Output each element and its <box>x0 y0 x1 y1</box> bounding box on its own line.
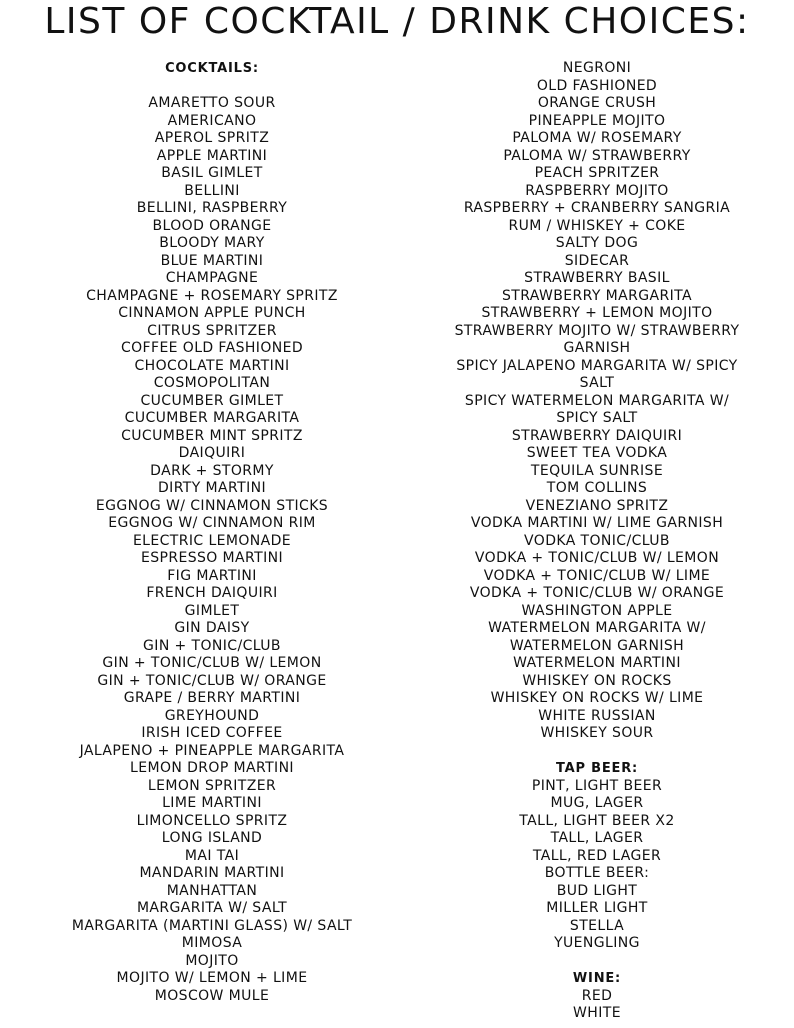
list-item: VENEZIANO SPRITZ <box>525 497 669 514</box>
list-item: CHAMPAGNE <box>165 270 259 286</box>
list-item: WHISKEY ON ROCKS W/ LIME <box>490 690 704 706</box>
list-item: VODKA MARTINI W/ LIME GARNISH <box>470 515 724 531</box>
wine-heading: WINE: <box>572 971 622 986</box>
list-item: STRAWBERRY BASIL <box>524 270 670 286</box>
list-item: AMERICANO <box>167 112 257 129</box>
list-item: NEGRONI <box>562 60 632 76</box>
list-item: GARNISH <box>563 340 631 356</box>
list-item: BELLINI, RASPBERRY <box>136 200 288 216</box>
list-item: CUCUMBER MARGARITA <box>124 410 300 426</box>
list-item: CHAMPAGNE + ROSEMARY SPRITZ <box>86 287 338 304</box>
wine-list <box>408 988 786 1023</box>
list-item: GRAPE / BERRY MARTINI <box>123 690 301 706</box>
list-item: CUCUMBER GIMLET <box>140 392 284 409</box>
list-item: WATERMELON MARGARITA W/ <box>488 620 706 636</box>
right-column <box>408 60 786 1023</box>
list-item: LIMONCELLO SPRITZ <box>136 812 288 829</box>
list-item: VODKA + TONIC/CLUB W/ ORANGE <box>469 585 725 601</box>
list-item: BASIL GIMLET <box>161 165 263 181</box>
list-item: BELLINI <box>184 182 240 199</box>
list-item: MOJITO W/ LEMON + LIME <box>116 970 308 986</box>
list-item: TALL, RED LAGER <box>532 847 662 864</box>
list-item: WHITE RUSSIAN <box>538 707 656 724</box>
list-item: MILLER LIGHT <box>546 900 648 916</box>
list-item: RED <box>581 987 613 1004</box>
list-item: LIME MARTINI <box>162 795 262 811</box>
list-item: DIRTY MARTINI <box>157 480 267 496</box>
list-item: SALT <box>579 375 615 391</box>
list-item: OLD FASHIONED <box>536 77 658 94</box>
list-item: MUG, LAGER <box>550 795 644 811</box>
list-item: PALOMA W/ STRAWBERRY <box>503 147 691 164</box>
list-item: FIG MARTINI <box>167 567 257 584</box>
list-item: FRENCH DAIQUIRI <box>146 585 278 601</box>
list-item: ORANGE CRUSH <box>537 95 657 111</box>
list-item: BUD LIGHT <box>556 882 638 899</box>
list-item: VODKA + TONIC/CLUB W/ LEMON <box>474 550 720 566</box>
list-item: IRISH ICED COFFEE <box>141 725 283 741</box>
list-item: COSMOPOLITAN <box>153 375 271 391</box>
list-item: VODKA TONIC/CLUB <box>524 532 670 549</box>
list-item: DAIQUIRI <box>178 445 246 461</box>
list-item: LEMON DROP MARTINI <box>130 760 294 776</box>
list-item: YUENGLING <box>554 935 640 951</box>
list-item: BOTTLE BEER: <box>544 865 650 881</box>
list-item: PINEAPPLE MOJITO <box>528 112 666 129</box>
list-item: WATERMELON GARNISH <box>509 637 685 654</box>
list-item: SALTY DOG <box>555 235 639 251</box>
list-item: STRAWBERRY DAIQUIRI <box>511 427 683 444</box>
list-item: RASPBERRY + CRANBERRY SANGRIA <box>463 200 731 216</box>
list-item: DARK + STORMY <box>150 462 274 479</box>
list-item: CHOCOLATE MARTINI <box>134 357 290 374</box>
list-item: CUCUMBER MINT SPRITZ <box>121 427 303 444</box>
list-item: EGGNOG W/ CINNAMON STICKS <box>95 497 329 514</box>
list-item: BLOODY MARY <box>159 235 265 251</box>
list-item: BLUE MARTINI <box>160 252 264 269</box>
list-item: WATERMELON MARTINI <box>513 655 681 671</box>
list-item: MIMOSA <box>181 935 243 951</box>
list-item: VODKA + TONIC/CLUB W/ LIME <box>483 567 711 584</box>
list-item: MARGARITA W/ SALT <box>136 900 288 916</box>
list-item: TALL, LAGER <box>550 830 644 846</box>
spacer <box>16 78 408 96</box>
list-item: LEMON SPRITZER <box>147 777 277 794</box>
list-item: MANHATTAN <box>166 882 258 899</box>
list-item: MARGARITA (MARTINI GLASS) W/ SALT <box>71 917 353 934</box>
list-item: STRAWBERRY MARGARITA <box>502 287 692 304</box>
list-item: GIN + TONIC/CLUB W/ LEMON <box>102 655 322 671</box>
list-item: COFFEE OLD FASHIONED <box>120 340 304 356</box>
list-item: GIN DAISY <box>174 620 250 636</box>
list-item: MOJITO <box>185 952 239 969</box>
list-item: STELLA <box>569 917 625 934</box>
list-item: GIMLET <box>184 602 240 619</box>
list-item: APEROL SPRITZ <box>154 130 270 146</box>
list-item: RUM / WHISKEY + COKE <box>508 217 686 234</box>
list-item: WASHINGTON APPLE <box>521 602 673 619</box>
list-item: ELECTRIC LEMONADE <box>132 532 292 549</box>
list-item: RASPBERRY MOJITO <box>525 182 669 199</box>
list-item: AMARETTO SOUR <box>148 95 276 111</box>
tap-beer-heading: TAP BEER: <box>555 761 639 776</box>
list-item: STRAWBERRY MOJITO W/ STRAWBERRY <box>454 322 740 339</box>
list-item: APPLE MARTINI <box>156 147 268 164</box>
list-item: GIN + TONIC/CLUB <box>143 637 281 654</box>
list-item: EGGNOG W/ CINNAMON RIM <box>108 515 316 531</box>
list-item: ESPRESSO MARTINI <box>140 550 284 566</box>
list-item: CITRUS SPRITZER <box>147 322 277 339</box>
list-item: JALAPENO + PINEAPPLE MARGARITA <box>79 742 345 759</box>
list-item: WHISKEY ON ROCKS <box>522 672 672 689</box>
list-item: TEQUILA SUNRISE <box>530 462 664 479</box>
list-item: TOM COLLINS <box>546 480 648 496</box>
list-item: MANDARIN MARTINI <box>139 865 285 881</box>
list-item: WHISKEY SOUR <box>540 725 654 741</box>
list-item: MOSCOW MULE <box>154 987 270 1004</box>
list-item: PEACH SPRITZER <box>534 165 660 181</box>
list-item: GREYHOUND <box>164 707 260 724</box>
list-item: SWEET TEA VODKA <box>526 445 668 461</box>
list-item: CINNAMON APPLE PUNCH <box>118 305 306 321</box>
cocktails-heading: COCKTAILS: <box>165 61 259 76</box>
list-item: MAI TAI <box>184 847 240 864</box>
list-item: SPICY WATERMELON MARGARITA W/ <box>464 392 730 409</box>
list-item: LONG ISLAND <box>161 830 263 846</box>
list-item: BLOOD ORANGE <box>152 217 272 234</box>
left-column <box>16 60 408 1005</box>
list-item: SPICY JALAPENO MARGARITA W/ SPICY <box>456 357 738 374</box>
list-item: WHITE <box>573 1005 621 1021</box>
list-item: SIDECAR <box>564 252 630 269</box>
list-item: PINT, LIGHT BEER <box>531 777 663 794</box>
list-item: SPICY SALT <box>556 410 638 426</box>
list-item: STRAWBERRY + LEMON MOJITO <box>481 305 713 321</box>
list-item: TALL, LIGHT BEER X2 <box>519 812 675 829</box>
spacer <box>408 953 786 971</box>
cocktails-list <box>16 95 408 1005</box>
spacer <box>408 743 786 761</box>
list-item: GIN + TONIC/CLUB W/ ORANGE <box>97 672 327 689</box>
page-title: LIST OF COCKTAIL / DRINK CHOICES: <box>44 1 750 42</box>
cocktails-continued-list <box>408 60 786 743</box>
tap-beer-list <box>408 778 786 953</box>
list-item: PALOMA W/ ROSEMARY <box>512 130 682 146</box>
